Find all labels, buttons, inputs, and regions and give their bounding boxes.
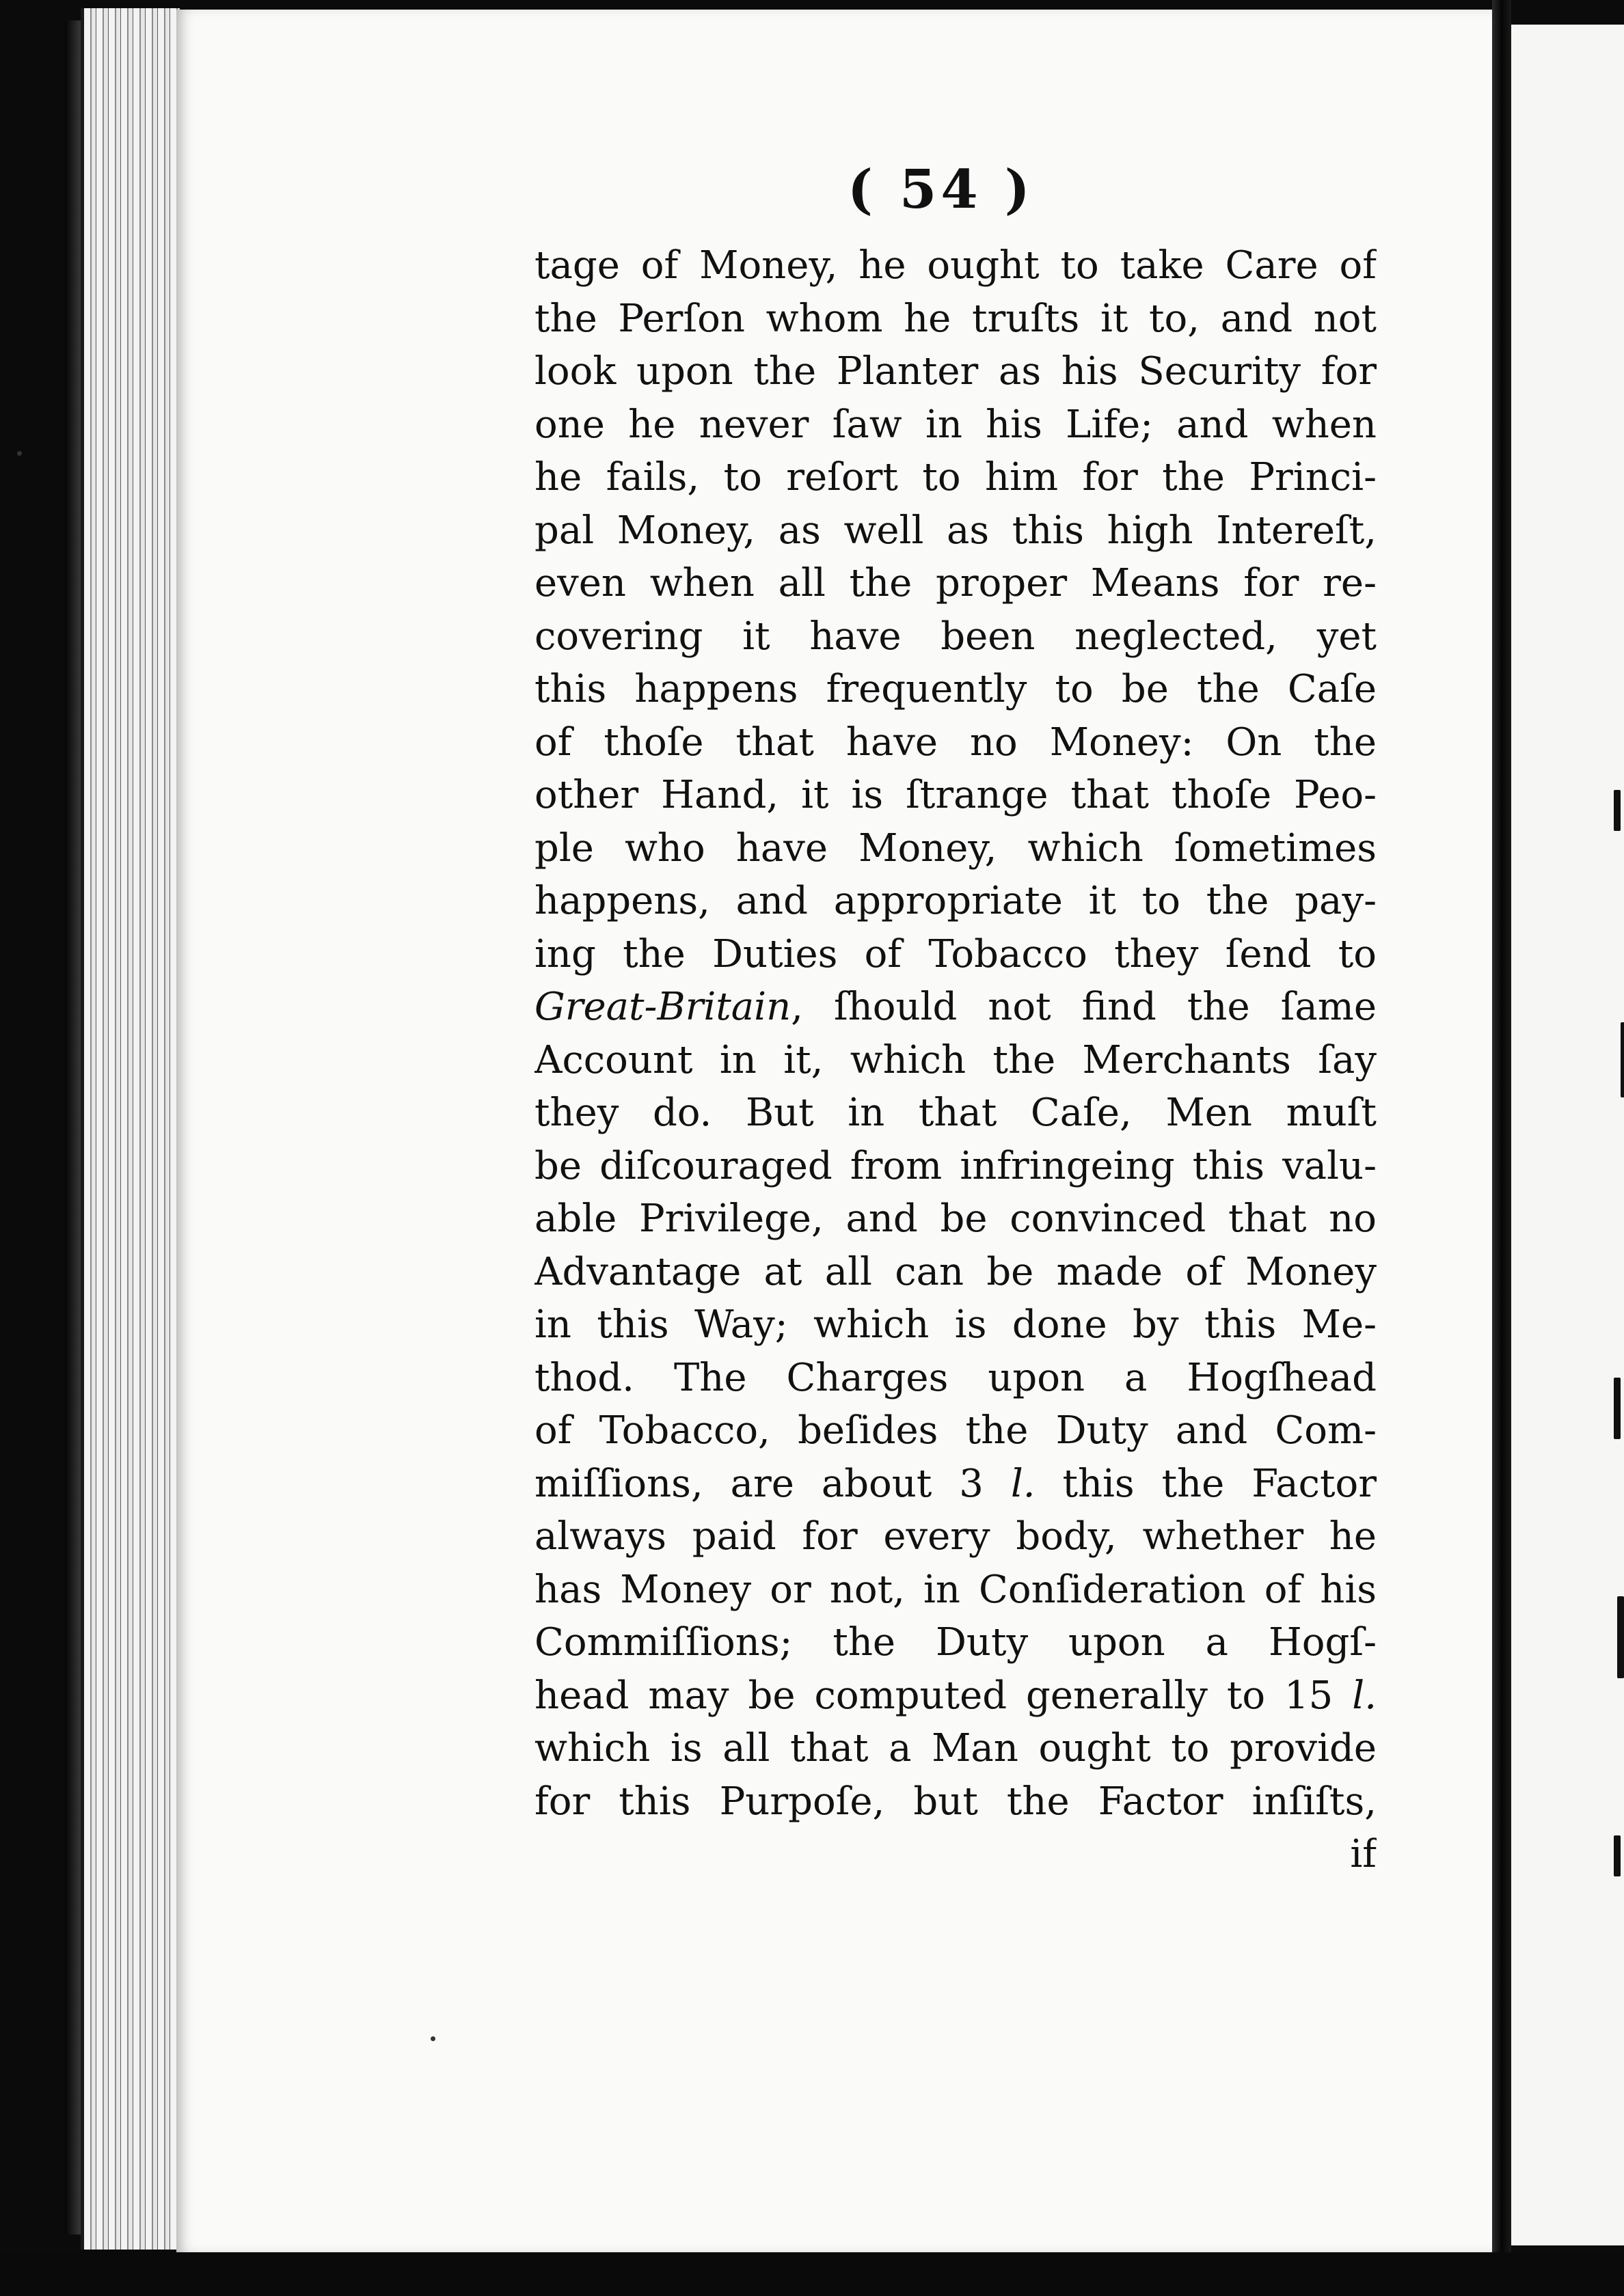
text-line: [534, 928, 1377, 981]
text-segment: of Tobacco, beſides the Duty and Com-: [534, 1408, 1377, 1453]
text-segment: be diſcouraged from infringeing this valu-: [534, 1143, 1377, 1188]
text-segment: ing the Duties of Tobacco they ſend to: [534, 931, 1377, 976]
page-number: ( 54 ): [848, 159, 1034, 221]
text-segment: Advantage at all can be made of Money: [534, 1249, 1377, 1294]
text-line: [534, 398, 1377, 452]
facing-page-ink-mark: [1614, 790, 1621, 831]
text-segment: happens, and appropriate it to the pay-: [534, 879, 1377, 923]
text-line: [534, 1192, 1377, 1246]
text-line: [534, 769, 1377, 822]
text-line: [534, 557, 1377, 610]
stacked-page-edges: [81, 8, 180, 2250]
text-segment: l.: [1010, 1461, 1036, 1506]
text-line: [534, 1775, 1377, 1829]
text-segment: miſſions, are about 3: [534, 1461, 1011, 1506]
text-segment: in this Way; which is done by this Me-: [534, 1302, 1377, 1347]
text-segment: other Hand, it is ſtrange that thoſe Peo-: [534, 773, 1377, 817]
text-segment: even when all the proper Means for re-: [534, 561, 1377, 605]
text-segment: thod. The Charges upon a Hogſhead: [534, 1355, 1377, 1400]
text-segment: Commiſſions; the Duty upon a Hogſ-: [534, 1620, 1377, 1665]
text-segment: they do. But in that Caſe, Men muſt: [534, 1091, 1377, 1135]
text-segment: the Perſon whom he truſts it to, and not: [534, 296, 1377, 341]
text-line: [534, 239, 1377, 292]
text-line: [534, 1510, 1377, 1563]
paper-speck: [17, 451, 22, 456]
text-line: [534, 1722, 1377, 1775]
text-segment: look upon the Planter as his Security for: [534, 349, 1377, 394]
text-line: [534, 1298, 1377, 1352]
facing-page-ink-mark: [1614, 1835, 1621, 1876]
text-segment: l.: [1352, 1673, 1377, 1718]
text-line: [534, 610, 1377, 664]
text-line: [534, 1404, 1377, 1458]
text-segment: , ſhould not find the ſame: [791, 985, 1377, 1029]
text-segment: which is all that a Man ought to provide: [534, 1726, 1377, 1771]
text-line: [534, 716, 1377, 769]
text-line: [534, 822, 1377, 875]
text-segment: always paid for every body, whether he: [534, 1514, 1377, 1559]
text-line: [534, 1669, 1377, 1723]
text-line: [534, 1140, 1377, 1193]
facing-page-ink-mark: [1614, 1378, 1621, 1439]
text-line: [534, 663, 1377, 716]
text-segment: Great-Britain: [534, 985, 791, 1029]
text-line: [534, 981, 1377, 1034]
text-segment: ple who have Money, which ſometimes: [534, 825, 1377, 871]
text-line: [534, 1563, 1377, 1617]
text-line: [534, 1086, 1377, 1140]
text-line: [534, 1034, 1377, 1087]
text-segment: able Privilege, and be convinced that no: [534, 1197, 1377, 1241]
text-segment: head may be computed generally to 15: [534, 1673, 1353, 1718]
text-segment: has Money or not, in Conſideration of his: [534, 1567, 1377, 1612]
scan-bottom-border: [0, 2252, 1624, 2296]
facing-page-ink-mark: [1621, 1022, 1624, 1097]
text-segment: for this Purpoſe, but the Factor inſiſts,: [534, 1779, 1377, 1824]
text-segment: covering it have been neglected, yet: [534, 614, 1377, 659]
catchword: if: [1350, 1832, 1377, 1876]
text-line: [534, 1458, 1377, 1511]
text-line: [534, 504, 1377, 558]
text-line: [534, 451, 1377, 504]
text-line: [534, 292, 1377, 346]
text-segment: this the Factor: [1035, 1461, 1377, 1506]
text-segment: tage of Money, he ought to take Care of: [534, 243, 1377, 288]
paper-speck: [431, 2036, 435, 2041]
text-line: [534, 345, 1377, 398]
text-segment: Account in it, which the Merchants ſay: [534, 1037, 1377, 1082]
page-text-block: [534, 239, 1377, 1881]
facing-page-edge: [1511, 25, 1624, 2245]
text-segment: this happens frequently to be the Caſe: [534, 667, 1377, 711]
text-line: [534, 1246, 1377, 1299]
text-segment: of thoſe that have no Money: On the: [534, 720, 1377, 765]
facing-page-ink-mark: [1617, 1596, 1624, 1678]
text-segment: pal Money, as well as this high Intereſt,: [534, 508, 1377, 553]
text-segment: one he never ſaw in his Life; and when: [534, 402, 1377, 447]
text-line: [534, 1616, 1377, 1669]
book-gutter: [1492, 0, 1511, 2296]
text-segment: he fails, to reſort to him for the Princi-: [534, 455, 1377, 500]
text-line: [534, 1352, 1377, 1405]
text-line: [534, 875, 1377, 928]
